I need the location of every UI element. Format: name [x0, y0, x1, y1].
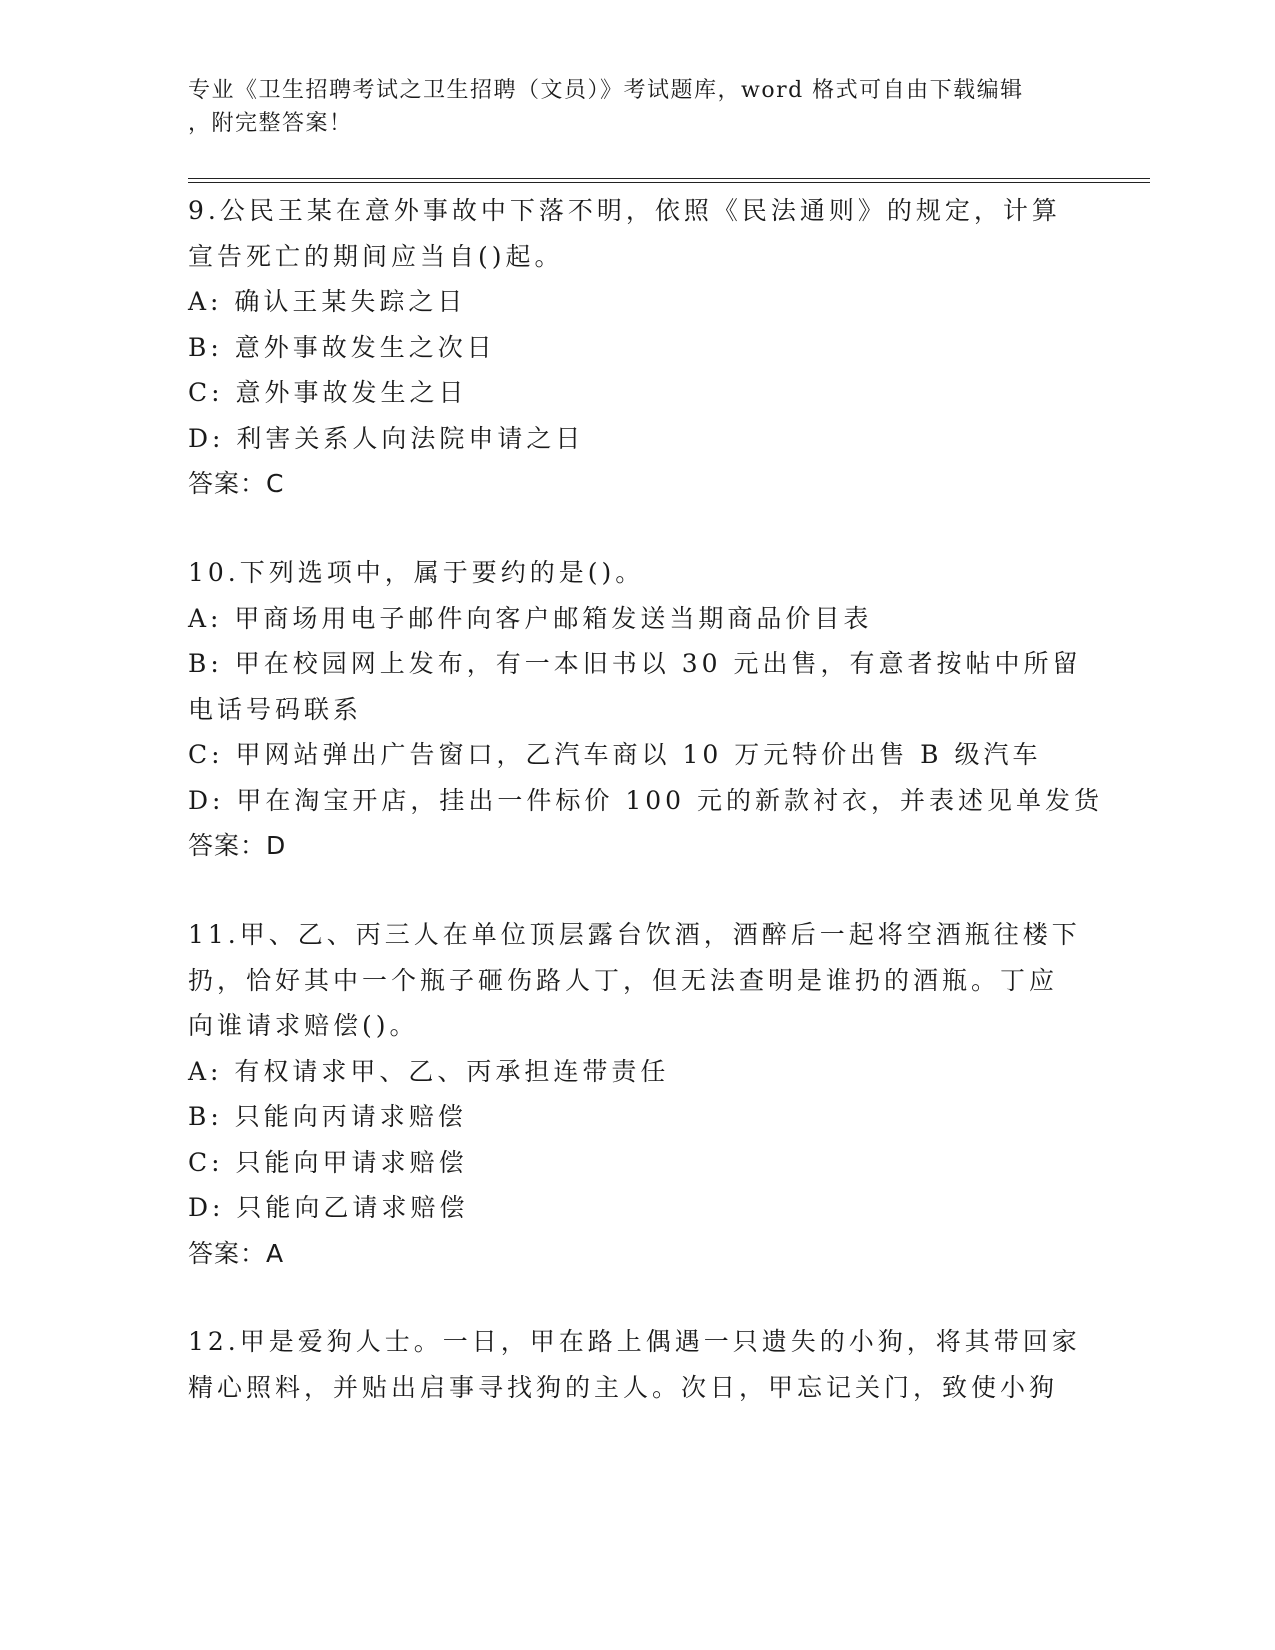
header-divider-top [188, 178, 1150, 179]
option-c: C: 甲网站弹出广告窗口，乙汽车商以 10 万元特价出售 B 级汽车 [188, 740, 1042, 769]
question-stem-line: 向谁请求赔偿()。 [188, 1011, 419, 1040]
option-b: B: 意外事故发生之次日 [188, 332, 496, 362]
question-11 [188, 912, 1081, 1276]
question-stem-line: 12.甲是爱狗人士。一日，甲在路上偶遇一只遗失的小狗，将其带回家 [188, 1327, 1081, 1356]
answer-line: 答案：A [188, 1238, 285, 1268]
answer-line: 答案：D [188, 831, 287, 860]
question-stem-line: 11.甲、乙、丙三人在单位顶层露台饮酒，酒醉后一起将空酒瓶往楼下 [188, 920, 1081, 949]
option-b: B: 甲在校园网上发布，有一本旧书以 30 元出售，有意者按帖中所留 [188, 649, 1082, 678]
option-b: B: 只能向丙请求赔偿 [188, 1102, 467, 1131]
header-divider-bottom [188, 182, 1150, 183]
document-header [188, 74, 1068, 140]
header-line-1: 专业《卫生招聘考试之卫生招聘（文员）》考试题库，word 格式可自由下载编辑 [188, 78, 1024, 103]
option-d: D: 利害关系人向法院申请之日 [188, 423, 585, 453]
question-12 [188, 1319, 1081, 1410]
answer-line: 答案：C [188, 469, 285, 498]
option-d: D: 甲在淘宝开店，挂出一件标价 100 元的新款衬衣，并表述见单发货 [188, 785, 1104, 815]
question-stem-line: 9.公民王某在意外事故中下落不明，依照《民法通则》的规定，计算 [188, 196, 1061, 225]
option-b-continued: 电话号码联系 [188, 694, 363, 724]
question-stem-line: 宣告死亡的期间应当自()起。 [188, 241, 564, 271]
option-a: A: 有权请求甲、乙、丙承担连带责任 [188, 1056, 670, 1086]
option-c: C: 意外事故发生之日 [188, 378, 468, 407]
question-10 [188, 550, 1104, 869]
option-d: D: 只能向乙请求赔偿 [188, 1193, 469, 1222]
option-c: C: 只能向甲请求赔偿 [188, 1147, 468, 1177]
header-line-2: ，附完整答案！ [188, 111, 353, 136]
question-stem-line: 10.下列选项中，属于要约的是()。 [188, 558, 645, 587]
option-a: A: 甲商场用电子邮件向客户邮箱发送当期商品价目表 [188, 603, 873, 633]
option-a: A: 确认王某失踪之日 [188, 287, 467, 316]
question-9 [188, 188, 1078, 507]
question-stem-line: 扔，恰好其中一个瓶子砸伤路人丁，但无法查明是谁扔的酒瓶。丁应 [188, 965, 1059, 995]
question-stem-line: 精心照料，并贴出启事寻找狗的主人。次日，甲忘记关门，致使小狗 [188, 1372, 1059, 1402]
